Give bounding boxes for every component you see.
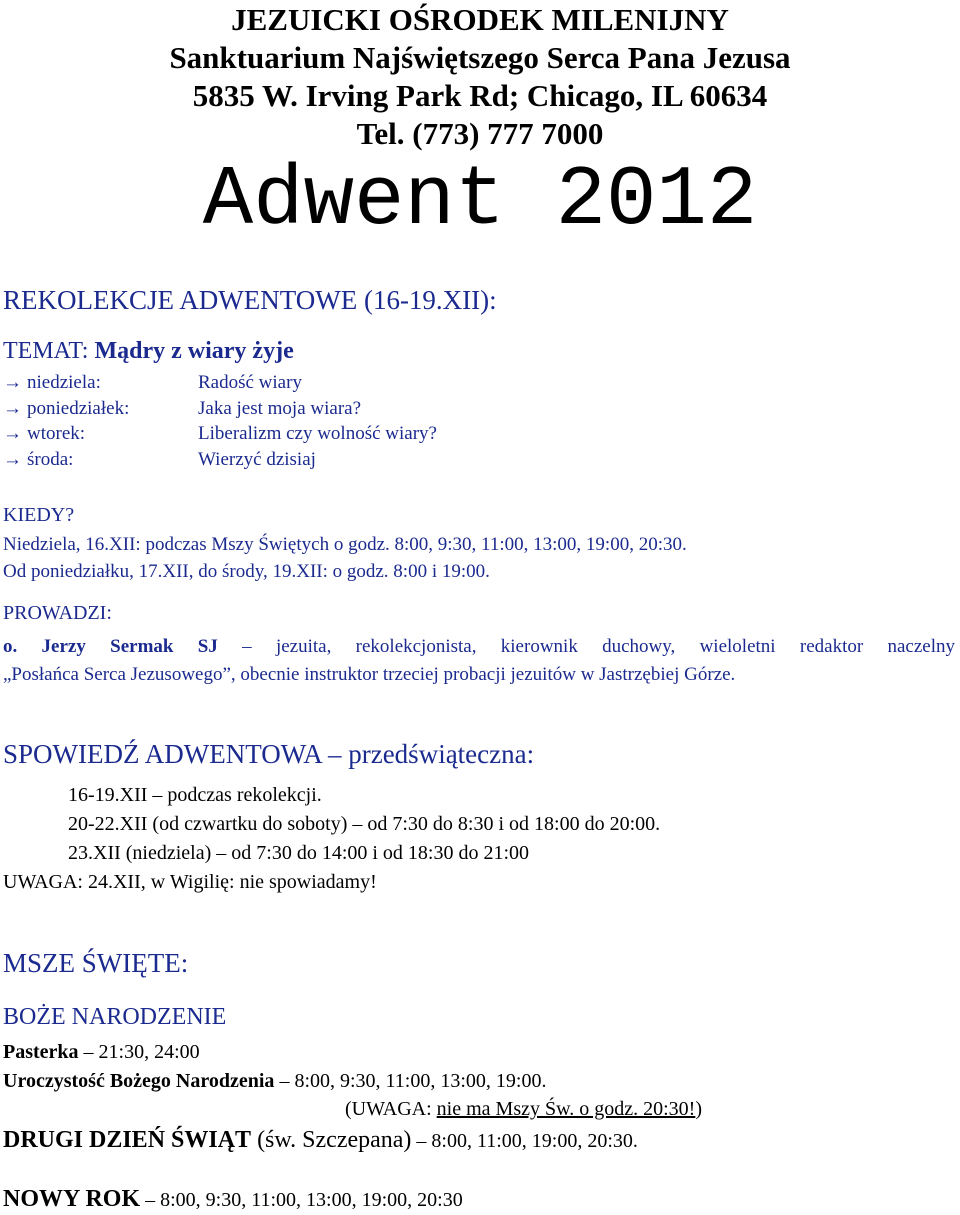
pasterka-value: – 21:30, 24:00 — [78, 1041, 200, 1063]
leader-desc: – jezuita, rekolekcjonista, kierownik duchowy, wieloletni redaktor naczelny — [217, 636, 955, 657]
boze-narodzenie-title: BOŻE NARODZENIE — [3, 1004, 227, 1030]
spowiedz-uwaga: UWAGA: 24.XII, w Wigilię: nie spowiadamy! — [3, 871, 377, 893]
uwaga-value: nie ma Mszy Św. o godz. 20:30! — [436, 1098, 696, 1120]
day-row — [3, 399, 903, 418]
spowiedz-line: 20-22.XII (od czwartku do soboty) – od 7:30 do 8:30 i od 18:00 do 20:00. — [68, 813, 661, 835]
day-label: niedziela: — [27, 372, 101, 393]
uroczystosc-line — [3, 1071, 546, 1091]
arrow-right-icon: → — [3, 372, 22, 393]
leader-name: o. Jerzy Sermak SJ — [3, 636, 218, 657]
day-row — [3, 424, 903, 443]
day-label: poniedziałek: — [27, 398, 130, 419]
temat-line — [3, 339, 294, 363]
uroczystosc-label: Uroczystość Bożego Narodzenia — [3, 1070, 275, 1092]
day-topic: Wierzyć dzisiaj — [198, 449, 316, 470]
arrow-right-icon: → — [3, 398, 22, 419]
paren-close: ) — [695, 1098, 703, 1120]
day-label: środa: — [27, 449, 74, 470]
rekolekcje-title: REKOLEKCJE ADWENTOWE (16-19.XII): — [3, 285, 497, 315]
spowiedz-line: 23.XII (niedziela) – od 7:30 do 14:00 i od 18:30 do 21:00 — [68, 842, 530, 864]
uroczystosc-uwaga — [345, 1099, 702, 1119]
nowy-value: – 8:00, 9:30, 11:00, 13:00, 19:00, 20:30 — [140, 1189, 463, 1211]
msze-title: MSZE ŚWIĘTE: — [3, 948, 189, 978]
day-topic: Liberalizm czy wolność wiary? — [198, 423, 437, 444]
org-name: JEZUICKI OŚRODEK MILENIJNY — [231, 2, 729, 37]
drugi-value: – 8:00, 11:00, 19:00, 20:30. — [411, 1130, 638, 1152]
day-label: wtorek: — [27, 423, 86, 444]
temat-label: TEMAT: — [3, 338, 89, 364]
uwaga-label: UWAGA: — [351, 1098, 437, 1120]
kiedy-line: Niedziela, 16.XII: podczas Mszy Świętych o godz. 8:00, 9:30, 11:00, 13:00, 19:00, 20:30. — [3, 534, 687, 555]
kiedy-line: Od poniedziałku, 17.XII, do środy, 19.XII: o godz. 8:00 i 19:00. — [3, 561, 490, 582]
drugi-label: DRUGI DZIEŃ ŚWIĄT — [3, 1127, 252, 1153]
nowy-rok-line — [3, 1187, 463, 1211]
day-topic: Radość wiary — [198, 372, 302, 393]
day-topic: Jaka jest moja wiara? — [198, 398, 362, 419]
prowadzi-label: PROWADZI: — [3, 602, 112, 624]
day-row — [3, 373, 903, 392]
arrow-right-icon: → — [3, 449, 22, 470]
uroczystosc-value: – 8:00, 9:30, 11:00, 13:00, 19:00. — [274, 1070, 547, 1092]
day-row — [3, 450, 903, 469]
pasterka-label: Pasterka — [3, 1041, 79, 1063]
nowy-label: NOWY ROK — [3, 1186, 141, 1212]
prowadzi-line2: „Posłańca Serca Jezusowego”, obecnie instruktor trzeciej probacji jezuitów w Jastrzębiej Górze. — [3, 664, 736, 685]
pasterka-line — [3, 1042, 200, 1062]
paren-open: ( — [345, 1098, 352, 1120]
big-title: Adwent 2012 — [202, 154, 758, 249]
prowadzi-line1 — [3, 637, 955, 656]
drugi-dzien-line — [3, 1128, 638, 1152]
spowiedz-line: 16-19.XII – podczas rekolekcji. — [68, 784, 322, 806]
kiedy-label: KIEDY? — [3, 504, 75, 526]
phone: Tel. (773) 777 7000 — [356, 116, 604, 151]
temat-value: Mądry z wiary żyje — [88, 338, 294, 364]
spowiedz-title: SPOWIEDŹ ADWENTOWA – przedświąteczna: — [3, 739, 535, 769]
address: 5835 W. Irving Park Rd; Chicago, IL 60634 — [192, 78, 768, 113]
drugi-paren: (św. Szczepana) — [251, 1127, 412, 1153]
arrow-right-icon: → — [3, 423, 22, 444]
sanctuary-name: Sanktuarium Najświętszego Serca Pana Jezusa — [169, 40, 791, 75]
